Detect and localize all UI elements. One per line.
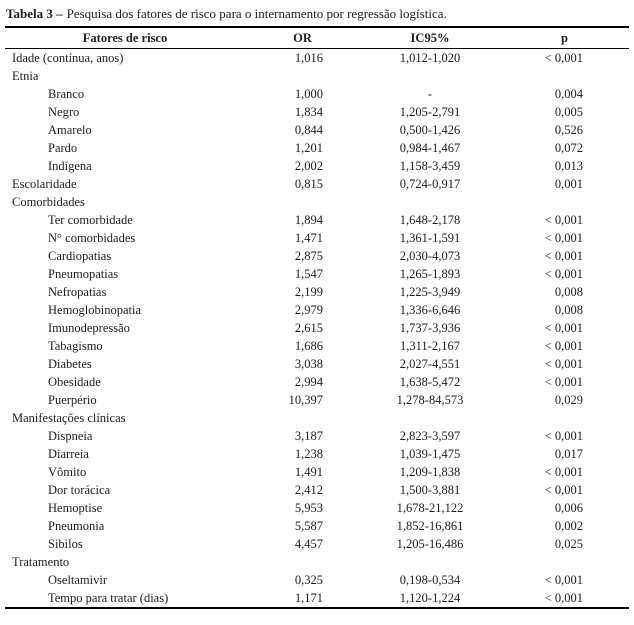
p-value: 0,005 (554, 104, 583, 119)
table-row (5, 247, 629, 265)
ic95-value: 1,648-2,178 (399, 212, 461, 227)
risk-factor-label: Hemoglobinopatia (48, 302, 142, 317)
or-value: 2,615 (294, 320, 323, 335)
risk-factor-label: Oseltamivir (48, 572, 108, 587)
table-row (5, 481, 629, 499)
p-value: < 0,001 (544, 212, 583, 227)
risk-factor-label: Negro (48, 104, 80, 119)
table-row (5, 283, 629, 301)
or-value: 2,412 (294, 482, 323, 497)
or-value: 2,979 (294, 302, 323, 317)
risk-factor-label: Nefropatias (48, 284, 107, 299)
ic95-value: 1,361-1,591 (399, 230, 461, 245)
or-value: 1,834 (294, 104, 323, 119)
risk-factor-label: Puerpério (48, 392, 97, 407)
p-value: < 0,001 (544, 266, 583, 281)
ic95-value: 0,984-1,467 (399, 140, 461, 155)
table-row (5, 265, 629, 283)
table-row (5, 157, 629, 175)
or-value: 4,457 (294, 536, 323, 551)
risk-factor-label: N° comorbidades (48, 230, 136, 245)
p-value: 0,008 (554, 284, 583, 299)
ic95-value (360, 193, 500, 211)
or-value: 1,894 (294, 212, 323, 227)
or-value: 1,000 (294, 86, 323, 101)
ic95-value: 0,724-0,917 (399, 176, 461, 191)
risk-factor-label: Sibilos (48, 536, 83, 551)
risk-factor-label: Diarreia (48, 446, 89, 461)
risk-factor-label: Etnia (12, 68, 39, 83)
p-value (500, 553, 629, 571)
or-value: 1,471 (294, 230, 323, 245)
table-row (5, 355, 629, 373)
risk-factor-label: Dispneia (48, 428, 93, 443)
table-row (5, 229, 629, 247)
p-value: < 0,001 (544, 50, 583, 65)
table-row (5, 373, 629, 391)
risk-factor-label: Ter comorbidade (48, 212, 133, 227)
table-row (5, 535, 629, 553)
risk-factor-label: Dor torácica (48, 482, 111, 497)
risk-factor-label: Hemoptise (48, 500, 103, 515)
col-header-p: p (500, 27, 629, 49)
risk-factor-label: Amarelo (48, 122, 92, 137)
or-value: 2,002 (294, 158, 323, 173)
table-row (5, 589, 629, 608)
ic95-value: 1,278-84,573 (396, 392, 464, 407)
risk-factor-label: Pneumopatias (48, 266, 119, 281)
p-value: < 0,001 (544, 572, 583, 587)
table-caption-number: Tabela 3 – (6, 6, 63, 21)
or-value: 1,491 (294, 464, 323, 479)
p-value: 0,001 (554, 176, 583, 191)
ic95-value: 1,209-1,838 (399, 464, 461, 479)
or-value: 1,201 (294, 140, 323, 155)
table-row (5, 49, 629, 68)
p-value: < 0,001 (544, 248, 583, 263)
ic95-value: 1,638-5,472 (399, 374, 461, 389)
or-value: 5,953 (294, 500, 323, 515)
or-value (245, 67, 360, 85)
p-value: < 0,001 (544, 230, 583, 245)
table-row (5, 571, 629, 589)
p-value: < 0,001 (544, 320, 583, 335)
p-value: 0,002 (554, 518, 583, 533)
or-value: 2,199 (294, 284, 323, 299)
risk-factor-label: Tempo para tratar (dias) (48, 590, 169, 605)
table-caption-text: Pesquisa dos fatores de risco para o internamento por regressão logística. (66, 6, 447, 21)
table-caption (5, 4, 629, 26)
table-row (5, 391, 629, 409)
ic95-value: 2,030-4,073 (399, 248, 461, 263)
or-value: 0,325 (294, 572, 323, 587)
ic95-value (360, 409, 500, 427)
p-value: 0,526 (554, 122, 583, 137)
risk-factor-label: Idade (contínua, anos) (12, 50, 124, 65)
table-row (5, 121, 629, 139)
ic95-value: 2,027-4,551 (399, 356, 461, 371)
p-value: 0,013 (554, 158, 583, 173)
ic95-value: 1,225-3,949 (399, 284, 461, 299)
risk-factor-label: Comorbidades (12, 194, 85, 209)
p-value: 0,025 (554, 536, 583, 551)
p-value: 0,017 (554, 446, 583, 461)
table-row (5, 337, 629, 355)
risk-factor-label: Pardo (48, 140, 78, 155)
ic95-value: 1,205-16,486 (396, 536, 464, 551)
risk-factor-label: Branco (48, 86, 85, 101)
table-row (5, 319, 629, 337)
ic95-value (360, 553, 500, 571)
section-row (5, 193, 629, 211)
col-header-or: OR (245, 27, 360, 49)
risk-factor-label: Diabetes (48, 356, 92, 371)
risk-factor-label: Pneumonia (48, 518, 105, 533)
table-row (5, 103, 629, 121)
ic95-value: 1,336-6,646 (399, 302, 461, 317)
p-value: 0,029 (554, 392, 583, 407)
table-row (5, 211, 629, 229)
or-value (245, 409, 360, 427)
p-value (500, 67, 629, 85)
p-value: < 0,001 (544, 428, 583, 443)
risk-factor-label: Escolaridade (12, 176, 77, 191)
or-value: 5,587 (294, 518, 323, 533)
p-value: 0,072 (554, 140, 583, 155)
p-value: < 0,001 (544, 590, 583, 605)
or-value: 1,238 (294, 446, 323, 461)
risk-factor-label: Obesidade (48, 374, 101, 389)
risk-factor-label: Indígena (48, 158, 92, 173)
risk-factor-label: Cardiopatias (48, 248, 112, 263)
risk-factors-table (5, 26, 629, 609)
ic95-value: 1,158-3,459 (399, 158, 461, 173)
ic95-value: 1,311-2,167 (400, 338, 460, 353)
p-value (500, 193, 629, 211)
risk-factor-label: Tratamento (12, 554, 70, 569)
or-value: 0,815 (294, 176, 323, 191)
table-row (5, 85, 629, 103)
ic95-value (360, 67, 500, 85)
ic95-value: 1,265-1,893 (399, 266, 461, 281)
or-value: 10,397 (288, 392, 323, 407)
ic95-value: 1,039-1,475 (399, 446, 461, 461)
or-value: 3,038 (294, 356, 323, 371)
risk-factor-label: Vômito (48, 464, 87, 479)
p-value: < 0,001 (544, 356, 583, 371)
section-row (5, 67, 629, 85)
p-value (500, 409, 629, 427)
or-value: 0,844 (294, 122, 323, 137)
ic95-value: 1,120-1,224 (399, 590, 461, 605)
or-value: 1,547 (294, 266, 323, 281)
or-value: 2,994 (294, 374, 323, 389)
risk-factor-label: Imunodepressão (48, 320, 130, 335)
table-row (5, 139, 629, 157)
or-value: 1,686 (294, 338, 323, 353)
p-value: < 0,001 (544, 464, 583, 479)
table-row (5, 499, 629, 517)
ic95-value: 1,737-3,936 (399, 320, 461, 335)
ic95-value: 1,012-1,020 (399, 50, 461, 65)
ic95-value: 2,823-3,597 (399, 428, 461, 443)
table-row (5, 517, 629, 535)
table-row (5, 445, 629, 463)
or-value: 3,187 (294, 428, 323, 443)
or-value: 1,171 (294, 590, 323, 605)
table-row (5, 301, 629, 319)
col-header-fatores-de-risco: Fatores de risco (5, 27, 245, 49)
ic95-value: 1,205-2,791 (399, 104, 461, 119)
ic95-value: 0,198-0,534 (399, 572, 461, 587)
ic95-value: - (427, 86, 433, 101)
or-value (245, 553, 360, 571)
table-row (5, 463, 629, 481)
or-value (245, 193, 360, 211)
p-value: 0,006 (554, 500, 583, 515)
p-value: 0,008 (554, 302, 583, 317)
or-value: 1,016 (294, 50, 323, 65)
ic95-value: 1,678-21,122 (396, 500, 464, 515)
col-header-ic95: IC95% (360, 27, 500, 49)
table-row (5, 427, 629, 445)
or-value: 2,875 (294, 248, 323, 263)
p-value: < 0,001 (544, 374, 583, 389)
risk-factor-label: Manifestações clínicas (12, 410, 126, 425)
section-row (5, 553, 629, 571)
table-body (5, 49, 629, 609)
ic95-value: 1,500-3,881 (399, 482, 461, 497)
header-row (5, 27, 629, 49)
risk-factor-label: Tabagismo (48, 338, 103, 353)
table-row (5, 175, 629, 193)
ic95-value: 0,500-1,426 (399, 122, 461, 137)
p-value: < 0,001 (544, 482, 583, 497)
section-row (5, 409, 629, 427)
ic95-value: 1,852-16,861 (396, 518, 464, 533)
p-value: < 0,001 (544, 338, 583, 353)
p-value: 0,004 (554, 86, 583, 101)
